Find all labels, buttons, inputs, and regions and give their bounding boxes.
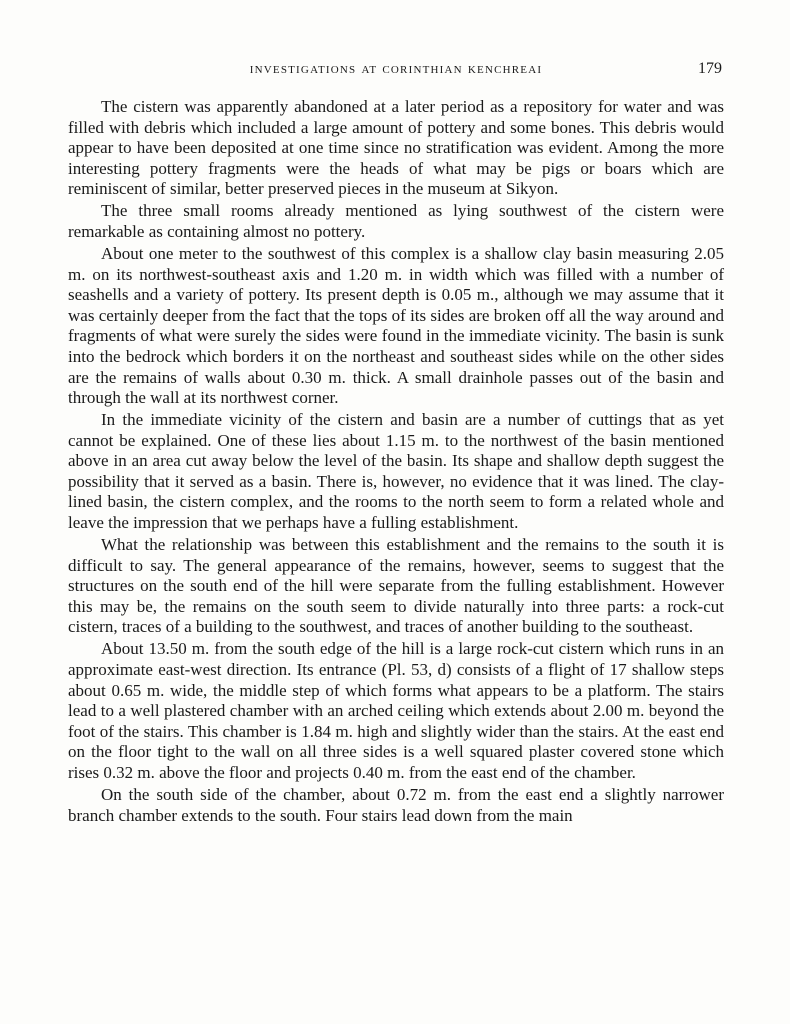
paragraph-cistern-abandoned: The cistern was apparently abandoned at a later period as a repository for water and was filled with debris which included a large amount of pottery and some bones. This debris would appear to have been deposited at one time since no stratification was evident. Among the more interesting pottery fragments were the heads of what may be pigs or boars which are reminiscent of similar, better preserved pieces in the museum at Sikyon.: [68, 97, 724, 199]
paragraph-small-rooms: The three small rooms already mentioned as lying southwest of the cistern were remarkable as containing almost no pottery.: [68, 201, 724, 241]
paragraph-relationship: What the relationship was between this establishment and the remains to the south it is difficult to say. The general appearance of the remains, however, seems to suggest that the structures on the south end of the hill were separate from the fulling establishment. However this may be, the remains on the south seem to divide naturally into three parts: a rock-cut cistern, traces of a building to the southwest, and traces of another building to the southeast.: [68, 535, 724, 637]
paragraph-rock-cut-cistern: About 13.50 m. from the south edge of the hill is a large rock-cut cistern which runs in an approximate east-west direction. Its entrance (Pl. 53, d) consists of a flight of 17 shallow steps about 0.65 m. wide, the middle step of which forms what appears to be a platform. The stairs lead to a well plastered chamber with an arched ceiling which extends about 2.00 m. beyond the foot of the stairs. This chamber is 1.84 m. high and slightly wider than the stairs. At the east end on the floor tight to the wall on all three sides is a well squared plaster covered stone which rises 0.32 m. above the floor and projects 0.40 m. from the east end of the chamber.: [68, 639, 724, 782]
running-head: [68, 60, 724, 82]
paragraph-branch-chamber: On the south side of the chamber, about 0.72 m. from the east end a slightly narrower branch chamber extends to the south. Four stairs lead down from the main: [68, 784, 724, 825]
paragraph-cuttings: In the immediate vicinity of the cistern and basin are a number of cuttings that as yet cannot be explained. One of these lies about 1.15 m. to the northwest of the basin mentioned above in an area cut away below the level of the basin. Its shape and shallow depth suggest the possibility that it served as a basin. There is, however, no evidence that it was lined. The clay-lined basin, the cistern complex, and the rooms to the north seem to form a related whole and leave the impression that we perhaps have a fulling establishment.: [68, 410, 724, 533]
body-text: [68, 97, 724, 828]
paragraph-clay-basin: About one meter to the southwest of this complex is a shallow clay basin measuring 2.05 m. on its northwest-southeast axis and 1.20 m. in width which was filled with a number of seashells and a variety of pottery. Its present depth is 0.05 m., although we may assume that it was certainly deeper from the fact that the tops of its sides are broken off all the way around and fragments of what were surely the sides were found in the immediate vicinity. The basin is sunk into the bedrock which borders it on the northeast and southeast sides while on the other sides are the remains of walls about 0.30 m. thick. A small drainhole passes out of the basin and through the wall at its northwest corner.: [68, 243, 724, 408]
page-number: 179: [698, 60, 722, 77]
running-title: investigations at corinthian kenchreai: [249, 60, 543, 77]
